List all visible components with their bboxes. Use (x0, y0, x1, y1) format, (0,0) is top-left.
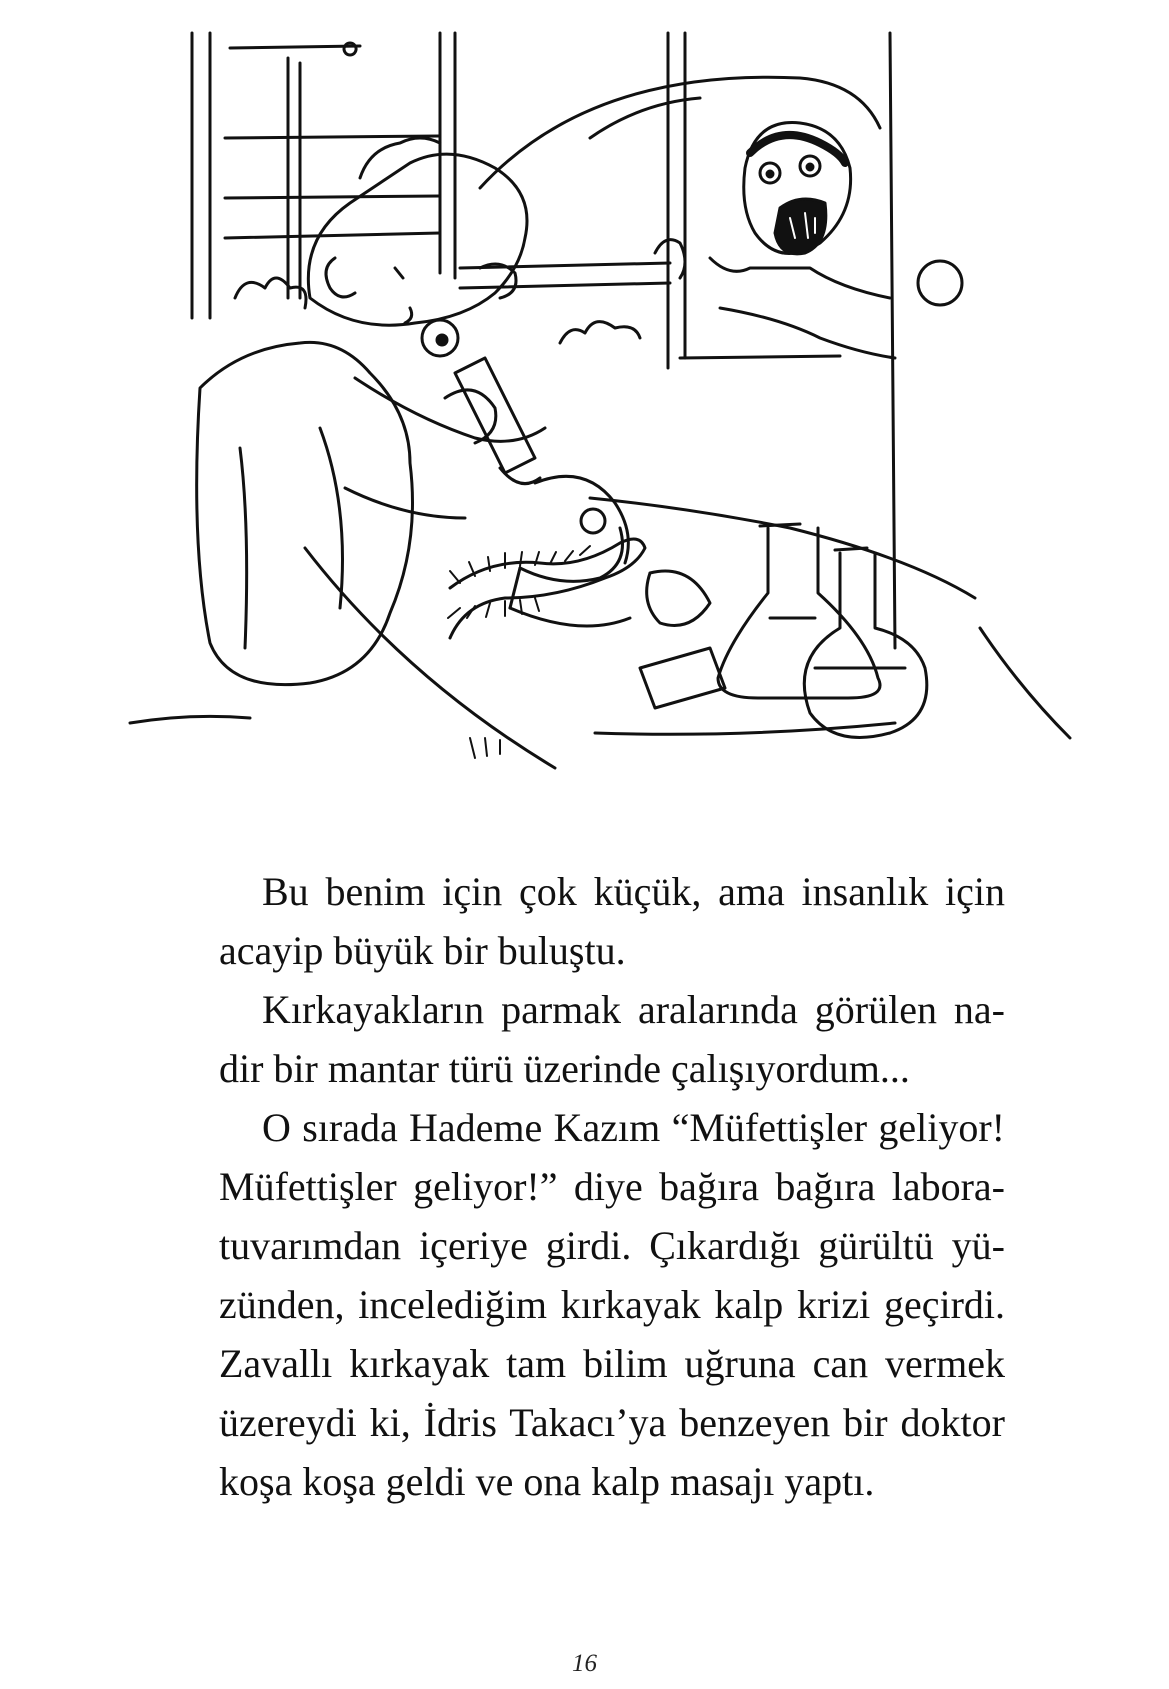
text-line: tuvarımdan içeriye girdi. Çıkardığı gürültü yü- (219, 1223, 1005, 1268)
text-line: acayip büyük bir buluştu. (219, 928, 626, 973)
page-number: 16 (572, 1650, 597, 1677)
cloud-icon (235, 278, 306, 308)
text-line: Kırkayakların parmak aralarında görülen na- (262, 987, 1005, 1032)
window-frame (192, 33, 895, 648)
boy-figure (197, 138, 545, 685)
janitor-figure (655, 123, 895, 358)
text-line: dir bir mantar türü üzerinde çalışıyordum... (219, 1046, 910, 1091)
laboratory-illustration (120, 28, 1075, 808)
door-knob (918, 261, 962, 305)
text-line: üzereydi ki, İdris Takacı’ya benzeyen bir doktor (219, 1400, 1005, 1445)
text-line: O sırada Hademe Kazım “Müfettişler geliyor! (262, 1105, 1005, 1150)
lab-table (130, 498, 1070, 768)
story-text (219, 862, 1005, 1511)
text-line: zünden, incelediğim kırkayak kalp krizi geçirdi. (219, 1282, 1005, 1327)
text-line: Zavallı kırkayak tam bilim uğruna can vermek (219, 1341, 1005, 1386)
microscope (455, 358, 630, 626)
text-line: koşa koşa geldi ve ona kalp masajı yaptı. (219, 1459, 875, 1504)
text-line: Bu benim için çok küçük, ama insanlık için (262, 869, 1005, 914)
text-line: Müfettişler geliyor!” diye bağıra bağıra labora- (219, 1164, 1005, 1209)
cloud-icon (560, 322, 640, 343)
